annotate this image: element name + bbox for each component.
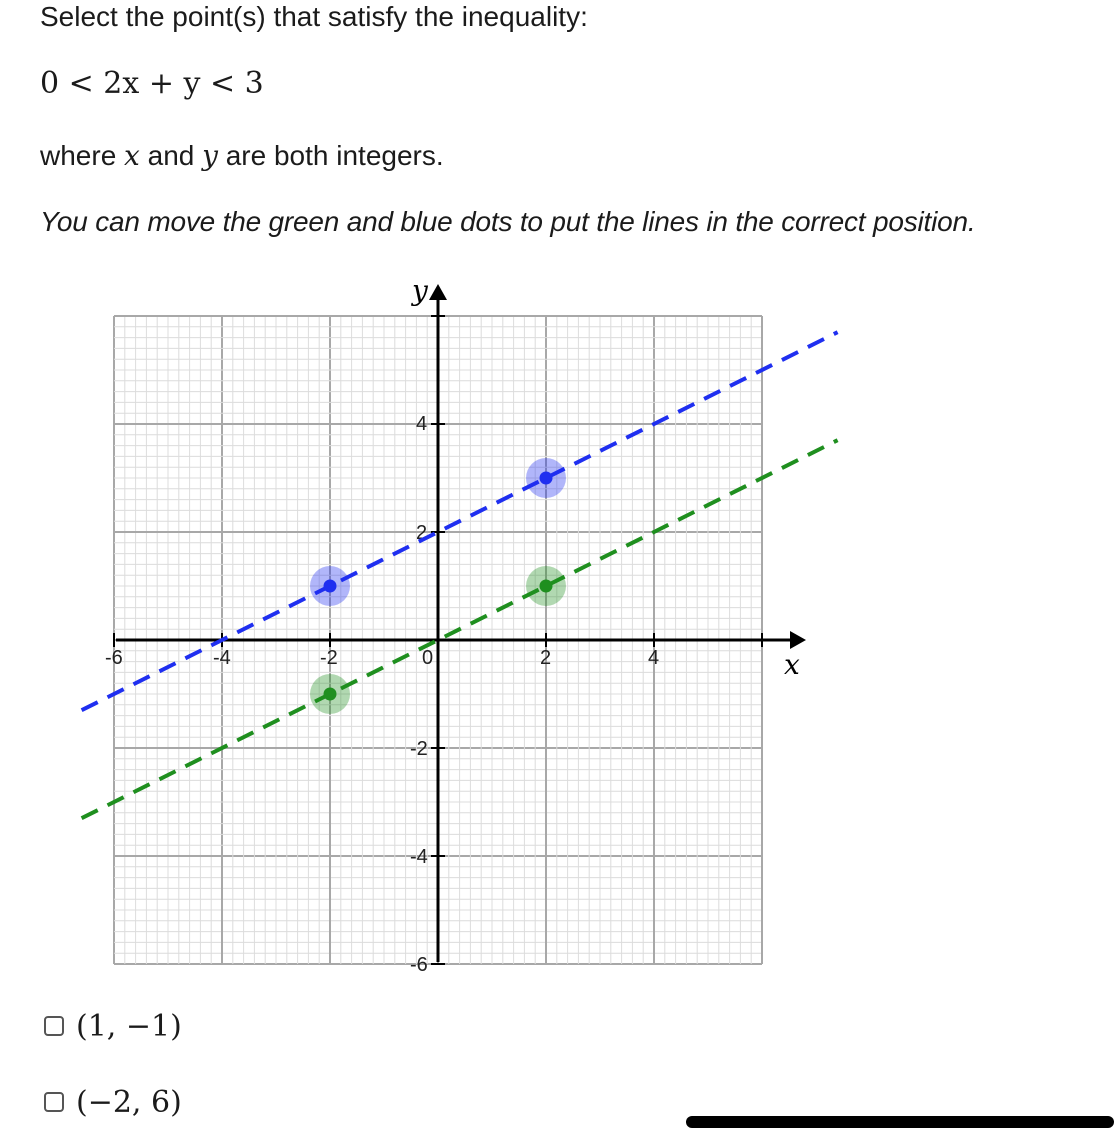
- y-axis-label: y: [412, 274, 428, 307]
- y-tick-label: -2: [410, 738, 428, 760]
- question-title: Select the point(s) that satisfy the inequality:: [40, 1, 588, 32]
- choice-label: (−2, 6): [76, 1084, 182, 1120]
- where-text: [40, 139, 444, 172]
- checkbox[interactable]: [44, 1092, 64, 1112]
- choice-label: (1, −1): [76, 1008, 182, 1044]
- and-text: and: [147, 140, 195, 171]
- x-tick-label: 0: [422, 647, 434, 669]
- x-axis-arrow: [790, 631, 806, 649]
- where-suffix: are both integers.: [225, 140, 444, 171]
- x-tick-label: -6: [105, 647, 123, 669]
- choice-option-2[interactable]: [44, 1082, 182, 1122]
- inequality: 0 < 2x + y < 3: [40, 66, 264, 101]
- var-y: y: [202, 139, 218, 172]
- x-tick-label: -2: [320, 647, 338, 669]
- instruction-hint: You can move the green and blue dots to put the lines in the correct position.: [40, 206, 976, 237]
- y-tick-label: 4: [416, 413, 428, 435]
- checkbox[interactable]: [44, 1016, 64, 1036]
- where-prefix: where: [40, 140, 117, 171]
- x-tick-label: 4: [648, 647, 660, 669]
- y-tick-label: -4: [410, 846, 428, 868]
- green-drag-point[interactable]: [526, 566, 566, 606]
- blue-drag-point[interactable]: [526, 458, 566, 498]
- x-tick-label: -4: [213, 647, 231, 669]
- horizontal-scrollbar[interactable]: [686, 1116, 1114, 1128]
- choice-option-1[interactable]: [44, 1006, 182, 1046]
- y-axis-arrow: [429, 284, 447, 300]
- blue-drag-point[interactable]: [310, 566, 350, 606]
- coordinate-graph[interactable]: [0, 260, 1114, 980]
- x-axis-label: x: [784, 648, 800, 681]
- green-drag-point[interactable]: [310, 674, 350, 714]
- y-tick-label: 2: [416, 522, 428, 544]
- var-x: x: [124, 139, 140, 172]
- y-tick-label: -6: [410, 954, 428, 976]
- x-tick-label: 2: [540, 647, 552, 669]
